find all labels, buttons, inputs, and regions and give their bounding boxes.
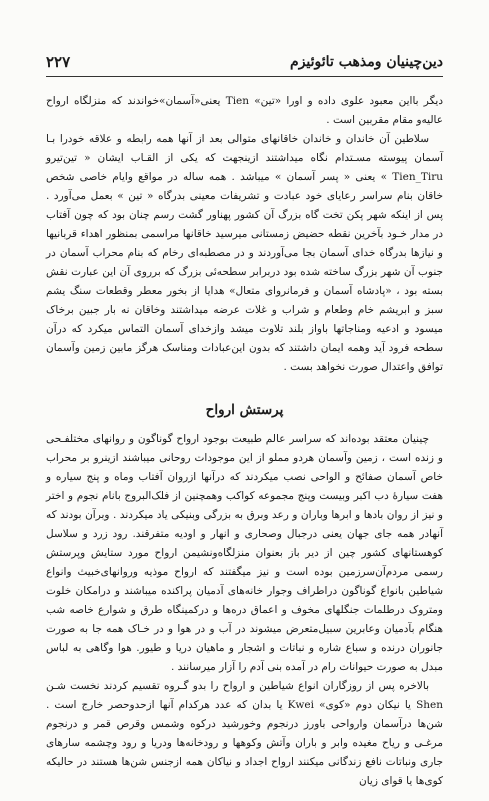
paragraph: چینیان معتقد بوده‌اند که سراسر عالم طبیعت بوجود ارواح گوناگون و روانهای مختلفـحی و زنده است ، زمین وآسمان هردو مملو از این موجودات روحانی میباشند ازینرو بر محراب خاص آسمان صفائح و الواحی نصب میکردند که درآنها ازروان آفتاب وماه و پنج سیاره و هفت سیارهٔ دب اکبر وبیست وپنج مجموعه کواکب وهمچنین از فلک‌البروج بانام نجوم و اختر و نیز از روان بادها و ابرها وباران و رعد وبرق به بزرگی وبنیکی یاد میکردند . وبرآن بودند که آنهادر همه جای جهان یعنی درجبال وصحاری و انهار و اودیه متفرقند. رود زرد و سلاسل کوهستانهای کشور چین از دیر باز بعنوان منزلگاه‌ونشیمن ارواح مورد ستایش وپرستش رسمی مردم‌آن‌سرزمین بوده است و نیز میگفتند که ارواح موذیه وروانهای‌خبیث وانواع شیاطین بانواع گوناگون دراطراف وجوار خانه‌های آدمیان پراکنده میباشند و درامکان خلوت ومتروک درطلمات جنگلهای مخوف و اعماق دره‌ها و درکمینگاه طرق و شوارع خاصه شب هنگام بآدمیان وعابرین سبیل‌متعرض میشوند در آب و در هوا و در خـاک همه جا به صورت جانوران درنده و سباع شاره و نباتات و اشجار و ماهیان دریا و طیور. هوا وگاهی به لباس مبدل به صورت حیوانات رام در آمده بنی آدم را آزار میرسانند . <box>46 433 443 673</box>
page-header <box>46 52 443 72</box>
paragraph: سلاطین آن خاندان و خاندان خاقانهای متوالی بعد از آنها همه رابطه و علاقه خودرا بـا آسمان پیوسته مسـتدام نگاه میداشتند ازینجهت که یکی از القـاب ایشان « تین‌تیرو Tien_Tiru » یعنی « پسر آسمان » میباشد . همه ساله در مواقع وایام خاصی شخص خاقان بنام سراسر رعایای خود عبادت و تشریفات معینی بدرگاه « تین » بعمل می‌آورد . پس از اینکه شهر پکن تخت گاه بزرگ آن کشور پهناور گشت رسم چنان بود که چون آفتاب در مدار خـود بآخرین نقطه حضیض زمستانی میرسید خاقانها مراسمی بمنظور اهداء قربانیها و نیازها بدرگاه خدای آسمان بجا می‌آوردند و در مصطبه‌ای رخام که بنام محراب آسمان در جنوب آن شهر بزرگ ساخته شده بود دربرابر سطحه‌ئی بزرگ که برروی آن این عبارت نقش بسته بود ، «پادشاه آسمان و فرمانروای متعال» هدایا از بخور معطر وقطعات سنگ یشم سبز و ابریشم خام وطعام و شراب و غلات عرضه میداشتند وخاقان نه بار جبین برخاک میسود و ادعیه ومناجاتها باواز بلند تلاوت میشد وازخدای آسمان التماس میکرد که درآن سطحه فرود آید وهمه ایمان داشتند که بدون این‌عبادات ومناسک هرگز مابین زمین وآسمان توافق واعتدال صورت نخواهد بست . <box>46 133 443 373</box>
section-title: پرستش ارواح <box>205 402 284 418</box>
paragraph: دیگر بااین معبود علوی داده و اورا «تین» Tien یعنی«آسمان»خواندند که منزلگاه ارواح عالیه‌و مقام مقربین است . <box>46 95 443 126</box>
paragraph: بالاخره پس از روزگاران انواع شیاطین و ارواح را بدو گـروه تقسیم کردند نخست شـن Shen یا نیکان دوم «کوی» Kwei یا بدان که عدد هرکدام آنها ازحدوحصر خارج است . شن‌ها درآسمان وارواحی باورز درنجوم وخورشید درکوه وشمس وقرص قمر و درنجوم مرغـی و ریاح مغیده وابر و باران وآتش وکوهها و رودخانه‌ها ودریا و رود وچشمه سارهای جاری ونباتات نافع زندگانی میکنند ارواح اجداد و نیاکان همه ازجنس شن‌ها هستند در حالیکه کوی‌ها یا قوای زیان <box>46 680 443 787</box>
header-rule <box>46 76 443 77</box>
running-head: دین‌چینیان ومذهب تائوئیزم <box>290 54 443 70</box>
page-number: ۲۲۷ <box>46 53 71 71</box>
page-body <box>46 92 443 791</box>
